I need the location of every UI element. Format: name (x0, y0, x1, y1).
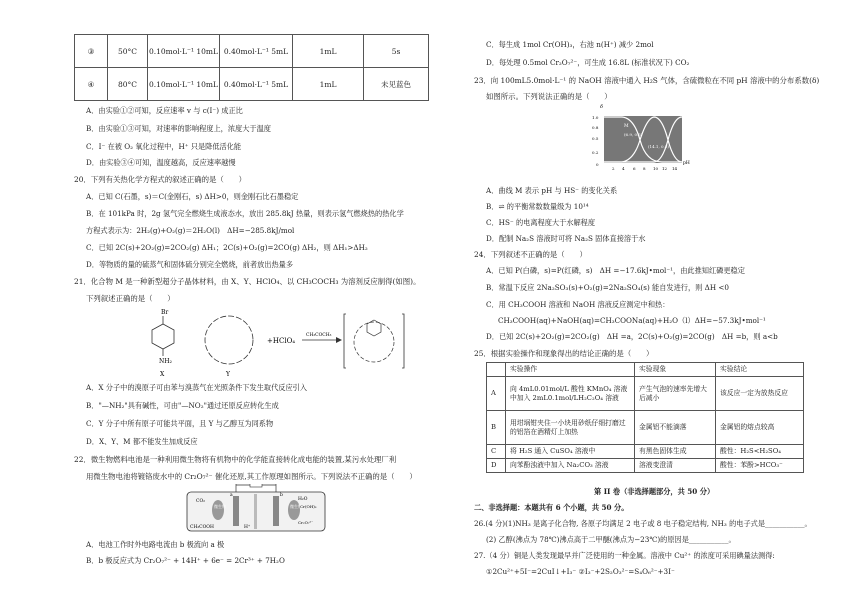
delta-label: δ (600, 104, 604, 110)
y-tick: 0.5 (592, 136, 599, 141)
option-b: B．⇌ 的平衡常数数量级为 10¹⁴ (486, 202, 589, 211)
phenomenon-cell: 有黑色固体生成 (635, 445, 716, 459)
table-row (75, 68, 429, 101)
table-cell: 80°C (108, 68, 148, 101)
conclusion-cell: 酸性：苯酚>HCO₃⁻ (716, 459, 804, 473)
table-cell: 未见蓝色 (364, 68, 429, 101)
y-tick: 0 (596, 162, 599, 167)
conclusion-cell: 酸性：H₂S<H₂SO₄ (716, 445, 804, 459)
experiment-table-25 (486, 362, 804, 473)
option-c: C．HS⁻ 的电离程度大于水解程度 (486, 218, 596, 227)
option-cell: B (487, 411, 506, 445)
question-23: 23．向 100mL5.0mol·L⁻¹ 的 NaOH 溶液中通入 H₂S 气体，含硫微粒在不同 pH 溶液中的分布系数(δ) (474, 76, 820, 85)
x-tick: 2 (612, 166, 615, 171)
question-27-eq: ①2Cu²⁺+5I⁻=2CuI↓+I₃⁻ ②I₃⁻+2S₂O₃²⁻=S₄O₆²⁻+3I⁻ (486, 567, 675, 576)
y-tick: 0.2 (592, 150, 599, 155)
x-tick: 6 (633, 166, 636, 171)
distribution-chart (592, 102, 692, 174)
option-b: B．常温下反应 2Na₂SO₃(s)+O₂(g)=2Na₂SO₄(s) 能自发进行，则 ΔH <0 (486, 283, 729, 292)
y-tick: 1.0 (592, 115, 599, 120)
option-c: C．I⁻ 在被 O₂ 氧化过程中，H⁺ 只是降低活化能 (86, 142, 242, 151)
table-row (75, 35, 429, 68)
header-cell: 实验现象 (635, 363, 716, 377)
question-22: 22．微生物燃料电池是一种利用微生物将有机物中的化学能直接转化成电能的装置,某污水处理厂利 (74, 455, 397, 464)
question-25: 25．根据实验操作和现象得出的结论正确的是（ ） (474, 349, 654, 358)
option-a: A．已知 C(石墨，s)＝C(金刚石，s) ΔH>0，则金刚石比石墨稳定 (86, 192, 299, 201)
question-24: 24．下列叙述不正确的是（ ） (474, 250, 587, 259)
crown-ether-y (205, 316, 253, 364)
table-cell: 1mL (293, 35, 364, 68)
electrode-a-label: a (230, 493, 233, 498)
product-m (354, 322, 394, 362)
m-label: M (624, 124, 629, 129)
x-tick: 14 (672, 166, 678, 171)
compound-reaction-figure (134, 306, 434, 378)
microbe-label: 微生物 (214, 504, 226, 509)
option-d: D．由实验③④可知，温度越高，反应速率越慢 (86, 158, 236, 167)
option-c-cont: CH₃COOH(aq)+NaOH(aq)=CH₃COONa(aq)+H₂O（l）ΔH=−57.3kJ•mol⁻¹ (498, 316, 766, 325)
question-22-cont: 用微生物电池将镀铬废水中的 Cr₂O₇²⁻ 催化还原,其工作原理如图所示。下列说法不正确的是（ ） (86, 472, 417, 481)
table-row (487, 377, 804, 411)
table-cell: 0.10mol·L⁻¹ 10mL (148, 35, 220, 68)
option-a: A．由实验①②可知，反应速率 v 与 c(I⁻) 成正比 (86, 106, 243, 115)
option-a: A．X 分子中的溴原子可由苯与溴蒸气在光照条件下发生取代反应引入 (86, 383, 308, 392)
question-23-cont: 如图所示。下列说法正确的是（ ） (486, 92, 612, 101)
option-d: D．配制 Na₂S 溶液时可将 Na₂S 固体直接溶于水 (486, 234, 646, 243)
table-cell: 0.40mol·L⁻¹ 5mL (220, 35, 293, 68)
br-label: Br (161, 309, 169, 316)
plot-area (604, 116, 682, 163)
operation-cell: 用坩埚钳夹住一小块用砂纸仔细打磨过的铝箔在酒精灯上加热 (506, 411, 635, 445)
header-cell: 实验结论 (716, 363, 804, 377)
option-d: D．等物质的量的硫蒸气和固体硫分别完全燃烧，前者放出热量多 (86, 260, 294, 269)
reagent-label: +HClO₄ (267, 337, 296, 345)
operation-cell: 向 4mL0.01mol/L 酸性 KMnO₄ 溶液中加入 2mL0.1mol/LH₂C₂O₄ 溶液 (506, 377, 635, 411)
electrode-a (233, 496, 239, 526)
operation-cell: 向苯酚浊液中加入 Na₂CO₃ 溶液 (506, 459, 635, 473)
option-d: D．每处理 0.5mol Cr₂O₇²⁻，可生成 16.8L (标准状况下) CO₂ (486, 58, 690, 67)
solvent-label: CH₃COCH₃ (306, 333, 332, 338)
question-21-cont: 下列叙述正确的是（ ） (86, 294, 175, 303)
x-tick: 4 (622, 166, 625, 171)
point-label: (14.1, 0.5) (648, 144, 669, 149)
phenomenon-cell: 溶液变澄清 (635, 459, 716, 473)
table-cell: 1mL (293, 68, 364, 101)
table-cell: 50°C (108, 35, 148, 68)
option-a: A．曲线 M 表示 pH 与 HS⁻ 的变化关系 (486, 186, 618, 195)
table-cell: ④ (75, 68, 108, 101)
x-tick: 12 (662, 166, 668, 171)
benzene-ring-x (152, 324, 174, 349)
resistor (250, 484, 262, 487)
table-cell: ③ (75, 35, 108, 68)
conclusion-cell: 金属铝的熔点较高 (716, 411, 804, 445)
option-cell: C (487, 445, 506, 459)
section-instructions: 二、非选择题：本题共有 6 个小题，共 50 分。 (474, 503, 629, 512)
table-cell: 5s (364, 35, 429, 68)
option-c: C．每生成 1mol Cr(OH)₃，右池 n(H⁺) 减少 2mol (486, 40, 654, 49)
table-row (487, 459, 804, 473)
membrane (254, 494, 257, 529)
question-20: 20．下列有关热化学方程式的叙述正确的是（ ） (74, 175, 247, 184)
microbe-left (212, 500, 224, 520)
h-ion-label: H⁺ (244, 525, 251, 530)
option-c: C．Y 分子中所有原子可能共平面，且 Y 与乙醇互为同系物 (86, 419, 274, 428)
option-b: B．由实验①③可知，对速率的影响程度上，浓度大于温度 (86, 124, 271, 133)
table-header-row (487, 363, 804, 377)
ch3cooh-label: CH₃COOH (190, 525, 214, 530)
x-label: X (160, 371, 165, 378)
x-tick: 8 (643, 166, 646, 171)
option-a: A．电池工作时外电路电流由 b 极流向 a 极 (86, 540, 225, 549)
table-row (487, 411, 804, 445)
option-b: B．b 极反应式为 Cr₂O₇²⁻ + 14H⁺ + 6e⁻ = 2Cr³⁺ + 7H₂O (86, 556, 285, 565)
option-d: D．已知 2C(s)+2O₂(g)=2CO₂(g) ΔH =a，2C(s)+O₂(g)=2CO(g) ΔH =b，则 a<b (486, 332, 778, 341)
fuel-cell-figure (186, 484, 326, 532)
table-cell: 0.40mol·L⁻¹ 5mL (220, 68, 293, 101)
option-b-cont: 方程式表示为：2H₂(g)+O₂(g)＝2H₂O(l) ΔH=−285.8kJ/mol (86, 226, 295, 235)
microbe-label: 微生物 (290, 504, 302, 509)
question-26: 26.(4 分)(1)NH₃ 是离子化合物, 各原子均满足 2 电子或 8 电子稳定结构, NH₃ 的电子式是___________。 (474, 519, 812, 528)
option-c: C．用 CH₃COOH 溶液和 NaOH 溶液反应测定中和热： (486, 300, 670, 309)
cr2o7-label: Cr₂O₇²⁻ (298, 520, 314, 525)
section-title: 第 II 卷（非选择题部分，共 50 分） (594, 487, 715, 496)
y-label: Y (226, 371, 230, 378)
question-27: 27.（4 分）铜是人类发现最早并广泛使用的一种金属。溶液中 Cu²⁺ 的浓度可采用碘量法测得: (474, 551, 775, 560)
question-26-part2: (2) 乙醇(沸点为 78℃)沸点高于二甲醚(沸点为−23℃)的原因是___________。 (486, 535, 736, 544)
operation-cell: 将 H₂S 通入 CuSO₄ 溶液中 (506, 445, 635, 459)
x-tick: 10 (653, 166, 659, 171)
header-cell: 实验操作 (506, 363, 635, 377)
point-label: (6.9, 0.5) (624, 132, 643, 137)
option-b: B．"—NH₂"具有碱性，可由"—NO₂"通过还原反应转化生成 (86, 401, 279, 410)
nh2-label: NH₂ (159, 358, 172, 365)
option-cell: A (487, 377, 506, 411)
experiment-table (74, 34, 429, 101)
microbe-right (288, 500, 300, 520)
table-row (487, 445, 804, 459)
co2-label: CO₂ (196, 499, 205, 504)
option-cell: D (487, 459, 506, 473)
option-d: D．X、Y、M 都不能发生加成反应 (86, 437, 198, 446)
h2o-label: H₂O (298, 497, 308, 502)
croh3-label: Cr(OH)₃ (300, 504, 317, 509)
question-21: 21．化合物 M 是一种新型超分子晶体材料，由 X、Y、HClO₄、以 CH₃COCH₃ 为溶剂反应制得(如图)。 (74, 277, 421, 286)
conclusion-cell: 该反应一定为放热反应 (716, 377, 804, 411)
option-b: B．在 101kPa 时，2g 氢气完全燃烧生成液态水，放出 285.8kJ 热量，则表示氢气燃烧热的热化学 (86, 209, 404, 218)
electrode-b-label: b (280, 493, 283, 498)
phenomenon-cell: 产生气泡的速率先增大后减小 (635, 377, 716, 411)
electrode-b (273, 496, 279, 526)
option-c: C．已知 2C(s)+2O₂(g)=2CO₂(g) ΔH₁；2C(s)+O₂(g)=2CO(g) ΔH₂，则 ΔH₁>ΔH₂ (86, 243, 368, 252)
phenomenon-cell: 金属铝不能滴落 (635, 411, 716, 445)
option-a: A．已知 P(白磷，s)=P(红磷，s) ΔH =−17.6kJ•mol⁻¹，由此推知红磷更稳定 (486, 266, 745, 275)
y-tick: 0.8 (592, 125, 599, 130)
ph-label: pH (683, 161, 690, 166)
table-cell: 0.10mol·L⁻¹ 10mL (148, 68, 220, 101)
